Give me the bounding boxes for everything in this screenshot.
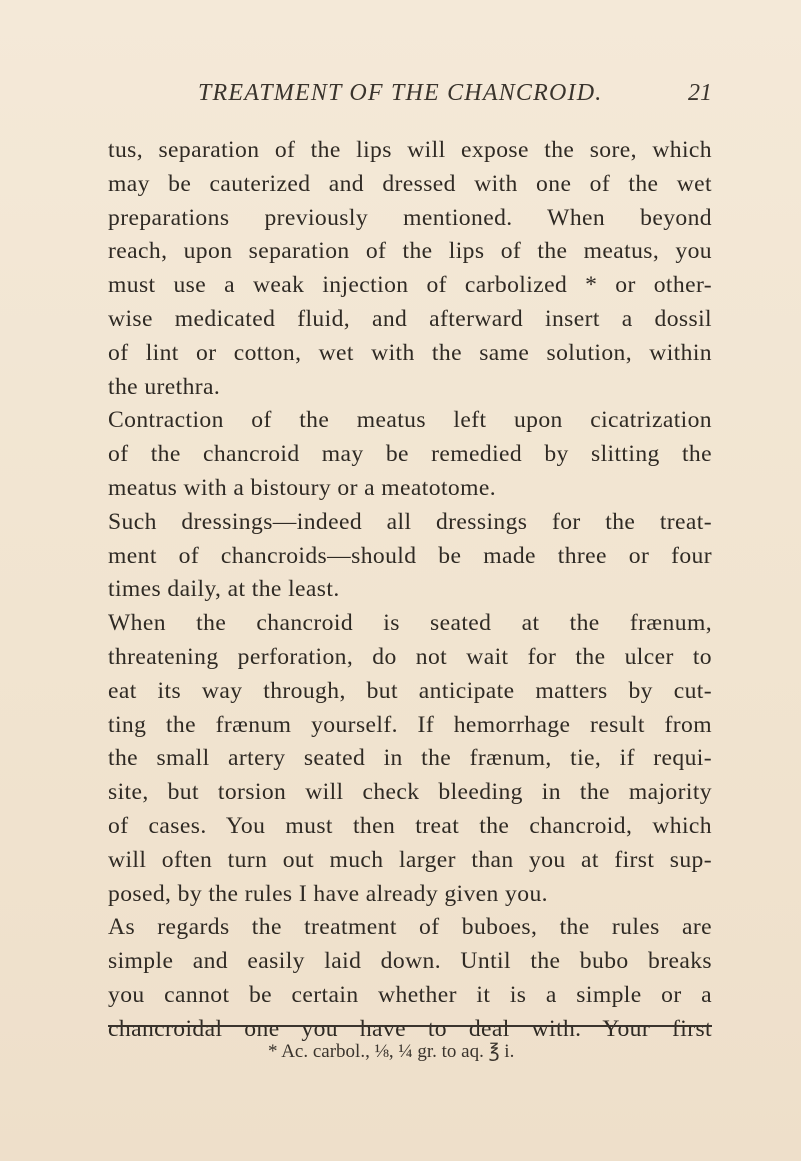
text-line: may be cauterized and dressed with one of the wet xyxy=(108,170,712,197)
text-line: As regards the treatment of buboes, the rules are xyxy=(108,914,712,941)
text-line: tus, separation of the lips will expose the sore, which xyxy=(108,137,712,163)
text-line: Such dressings—indeed all dressings for the treat- xyxy=(108,508,712,535)
footnote: * Ac. carbol., ⅛, ¼ gr. to aq. ℥ i. xyxy=(268,1041,515,1062)
text-line: the small artery seated in the frænum, tie, if requi- xyxy=(108,745,712,772)
text-line: times daily, at the least. xyxy=(108,576,340,603)
text-line: you cannot be certain whether it is a simple or a xyxy=(108,981,712,1008)
text-line: of the chancroid may be remedied by slitting the xyxy=(108,441,712,468)
page-number: 21 xyxy=(688,80,712,106)
text-line: site, but torsion will check bleeding in the majority xyxy=(108,779,712,806)
chapter-title: TREATMENT OF THE CHANCROID. xyxy=(198,80,603,106)
text-line: preparations previously mentioned. When beyond xyxy=(108,204,712,231)
footnote-rule xyxy=(108,1025,712,1027)
text-line: threatening perforation, do not wait for the ulcer to xyxy=(108,643,712,670)
text-line: ment of chancroids—should be made three or four xyxy=(108,542,712,569)
text-line: Contraction of the meatus left upon cicatrization xyxy=(108,407,712,434)
running-head xyxy=(108,80,712,116)
text-line: the urethra. xyxy=(108,373,221,400)
text-line: When the chancroid is seated at the frænum, xyxy=(108,610,712,637)
text-line: chancroidal one you have to deal with. Your first xyxy=(108,1015,712,1042)
text-line: posed, by the rules I have already given you. xyxy=(108,880,548,907)
body-text xyxy=(108,134,712,1047)
text-line: ting the frænum yourself. If hemorrhage result from xyxy=(108,711,712,738)
text-line: wise medicated fluid, and afterward insert a dossil xyxy=(108,305,712,332)
text-line: meatus with a bistoury or a meatotome. xyxy=(108,474,497,501)
text-line: of lint or cotton, wet with the same solution, within xyxy=(108,339,712,366)
text-line: must use a weak injection of carbolized * or other- xyxy=(108,272,712,299)
text-line: eat its way through, but anticipate matters by cut- xyxy=(108,677,712,704)
text-line: of cases. You must then treat the chancroid, which xyxy=(108,812,712,839)
text-line: will often turn out much larger than you at first sup- xyxy=(108,846,712,873)
text-line: simple and easily laid down. Until the bubo breaks xyxy=(108,948,712,975)
text-line: reach, upon separation of the lips of the meatus, you xyxy=(108,238,712,265)
